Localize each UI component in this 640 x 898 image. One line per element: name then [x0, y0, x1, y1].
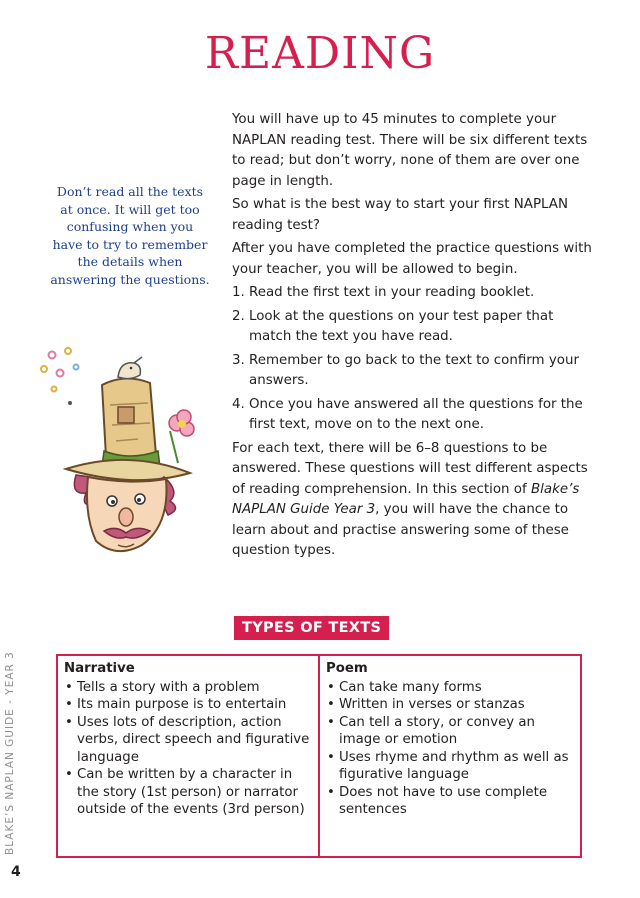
intro-paragraph-2: So what is the best way to start your first NAPLAN reading test?	[232, 197, 568, 233]
narrative-heading: Narrative	[64, 661, 135, 676]
list-item: • Can be written by a character in the story (1st person) or narrator outside of the events (3rd person)	[64, 766, 312, 819]
step-text: Read the first text in your reading booklet.	[249, 285, 535, 300]
book-title: Blake’s NAPLAN Guide Year 3	[232, 481, 580, 517]
step-item	[232, 307, 592, 348]
list-item: • Can take many forms	[326, 679, 574, 697]
steps-list	[232, 283, 592, 436]
intro-p4-end: , you will have the chance to learn about and practise answering some of these question types.	[232, 502, 569, 558]
list-item: • Written in verses or stanzas	[326, 696, 574, 714]
step-text: Remember to go back to the text to confirm your answers.	[249, 352, 579, 388]
series-side-label: BLAKE’S NAPLAN GUIDE - YEAR 3	[4, 651, 16, 855]
intro-p4-start: For each text, there will be 6–8 questions to be answered. These questions will test different aspects of reading comprehension. In this section of	[232, 440, 588, 497]
step-number: 4.	[232, 396, 245, 412]
step-text: Once you have answered all the questions for the first text, move on to the next one.	[249, 396, 583, 432]
list-item: • Uses lots of description, action verbs, direct speech and figurative language	[64, 714, 312, 767]
intro-paragraph-3: After you have completed the practice questions with your teacher, you will be allowed to begin.	[232, 241, 592, 277]
poem-column	[319, 655, 581, 857]
step-item	[232, 395, 592, 436]
intro-paragraph-4	[232, 439, 592, 562]
text-types-table	[56, 654, 582, 858]
narrative-column	[57, 655, 319, 857]
poem-heading: Poem	[326, 661, 368, 676]
intro-paragraph-1: You will have up to 45 minutes to complete your NAPLAN reading test. There will be six different texts to read; but don’t worry, none of them are over one page in length.	[232, 112, 588, 189]
list-item: • Can tell a story, or convey an image or emotion	[326, 714, 574, 749]
list-item: • Uses rhyme and rhythm as well as figurative language	[326, 749, 574, 784]
poem-list	[326, 679, 574, 819]
cartoon-character-illustration	[30, 345, 205, 574]
step-number: 2.	[232, 308, 245, 324]
intro-text	[232, 110, 592, 565]
step-number: 3.	[232, 352, 245, 368]
types-of-texts-label: TYPES OF TEXTS	[234, 616, 389, 640]
narrative-list	[64, 679, 312, 819]
tip-note: Don’t read all the texts at once. It will get too confusing when you have to try to remember the details when answering the questions.	[50, 184, 210, 287]
step-number: 1.	[232, 285, 245, 300]
page-title: READING	[204, 28, 436, 79]
list-item: • Does not have to use complete sentences	[326, 784, 574, 819]
step-item	[232, 351, 592, 392]
step-item	[232, 283, 592, 304]
page-number: 4	[11, 864, 21, 880]
step-text: Look at the questions on your test paper that match the text you have read.	[249, 308, 554, 344]
list-item: • Its main purpose is to entertain	[64, 696, 312, 714]
list-item: • Tells a story with a problem	[64, 679, 312, 697]
